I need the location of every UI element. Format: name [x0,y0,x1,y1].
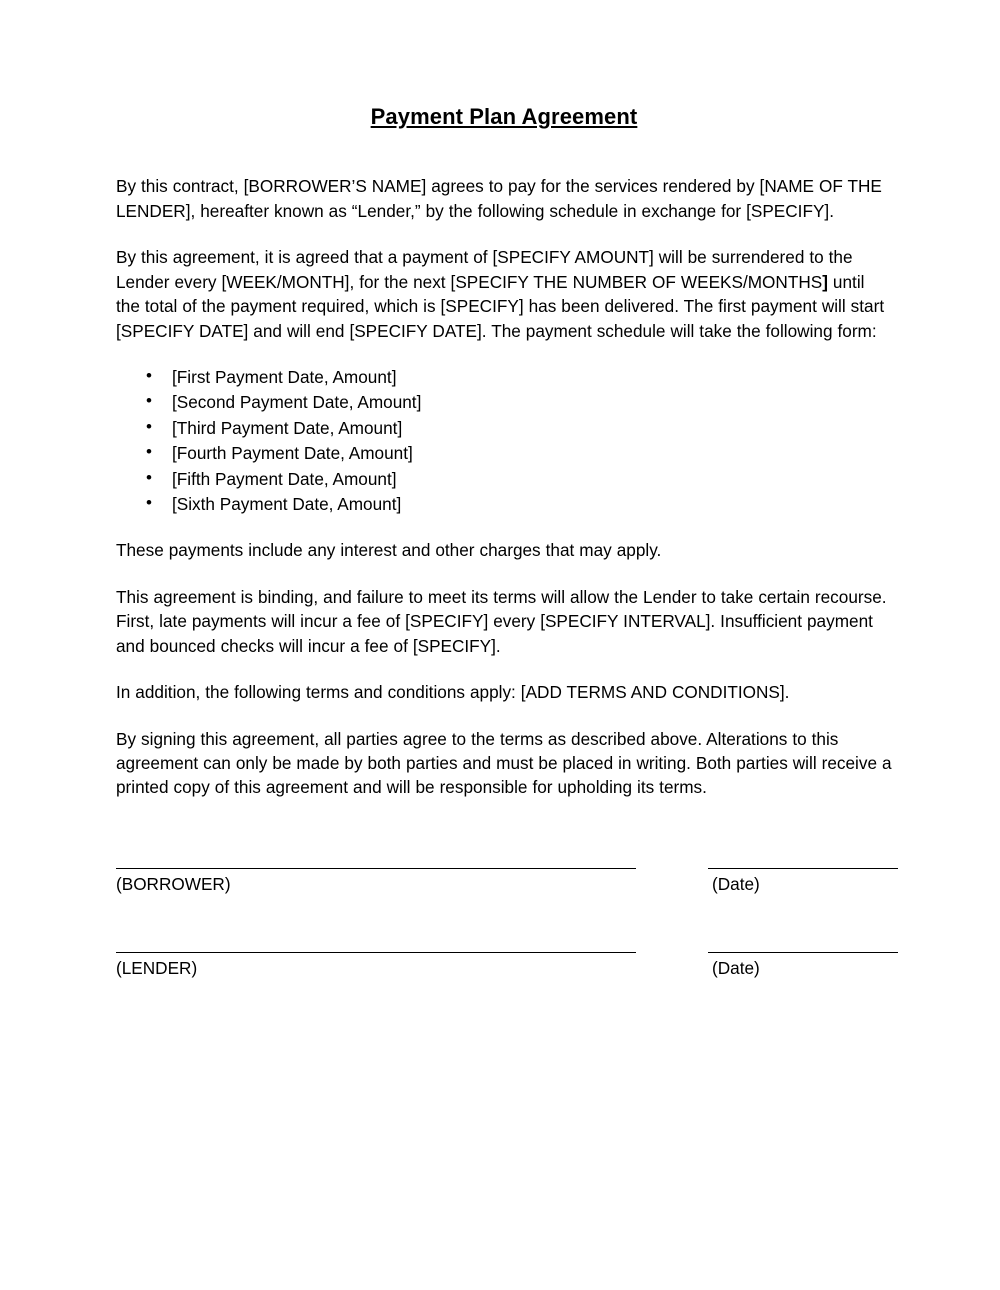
list-item-label: [Fifth Payment Date, Amount] [172,468,397,489]
list-item-label: [Fourth Payment Date, Amount] [172,443,413,464]
list-item-label: [Second Payment Date, Amount] [172,392,422,413]
borrower-signature-line[interactable] [116,868,636,869]
list-item [146,416,892,440]
list-item [146,441,892,465]
bullet-icon: • [146,467,152,487]
list-item [146,492,892,516]
lender-signature-line[interactable] [116,952,636,953]
lender-label: (LENDER) [116,958,198,978]
list-item [146,467,892,491]
payment-terms-part1: By this agreement, it is agreed that a payment of [SPECIFY AMOUNT] will be surrendered to the Lender every [WEEK/MONTH], for the next [SPECIFY THE NUMBER OF WEEKS/MONTHS [116,247,853,292]
paragraph-interest-note: These payments include any interest and other charges that may apply. [116,540,662,561]
payment-terms-bold-bracket: ] [822,271,828,292]
signature-block-borrower [116,868,900,912]
page-title: Payment Plan Agreement [370,104,638,129]
list-item [146,390,892,414]
borrower-label: (BORROWER) [116,874,231,894]
paragraph-additional-terms: In addition, the following terms and conditions apply: [ADD TERMS AND CONDITIONS]. [116,682,790,703]
list-item-label: [Sixth Payment Date, Amount] [172,494,402,515]
bullet-icon: • [146,442,152,462]
paragraph-binding: This agreement is binding, and failure to meet its terms will allow the Lender to take certain recourse. First, late payments will incur a fee of [SPECIFY] every [SPECIFY INTERVAL]. Insufficient payment and bounced checks will incur a fee of [SPECIFY]. [116,586,887,656]
lender-date-label: (Date) [712,958,760,978]
paragraph-payment-terms [116,245,892,343]
document-body [116,104,892,822]
bullet-icon: • [146,365,152,385]
bullet-icon: • [146,391,152,411]
paragraph-intro: By this contract, [BORROWER’S NAME] agrees to pay for the services rendered by [NAME OF THE LENDER], hereafter known as “Lender,” by the following schedule in exchange for [SPECIFY]. [116,176,882,221]
lender-date-line[interactable] [708,952,898,953]
list-item-label: [Third Payment Date, Amount] [172,417,403,438]
bullet-icon: • [146,416,152,436]
signature-block-lender [116,952,900,996]
signature-row [116,952,900,996]
bullet-icon: • [146,493,152,513]
payment-terms-part2: until the total of the payment required, which is [SPECIFY] has been delivered. The first payment will start [SPECIFY DATE] and will end [SPECIFY DATE]. The payment schedule will take the following form: [116,271,885,341]
payment-schedule-list [116,365,892,517]
borrower-date-line[interactable] [708,868,898,869]
list-item-label: [First Payment Date, Amount] [172,366,397,387]
borrower-date-label: (Date) [712,874,760,894]
signature-row [116,868,900,912]
paragraph-signing: By signing this agreement, all parties agree to the terms as described above. Alterations to this agreement can only be made by both parties and must be placed in writing. Both parties will receive a printed copy of this agreement and will be responsible for upholding its terms. [116,728,892,798]
list-item [146,365,892,389]
